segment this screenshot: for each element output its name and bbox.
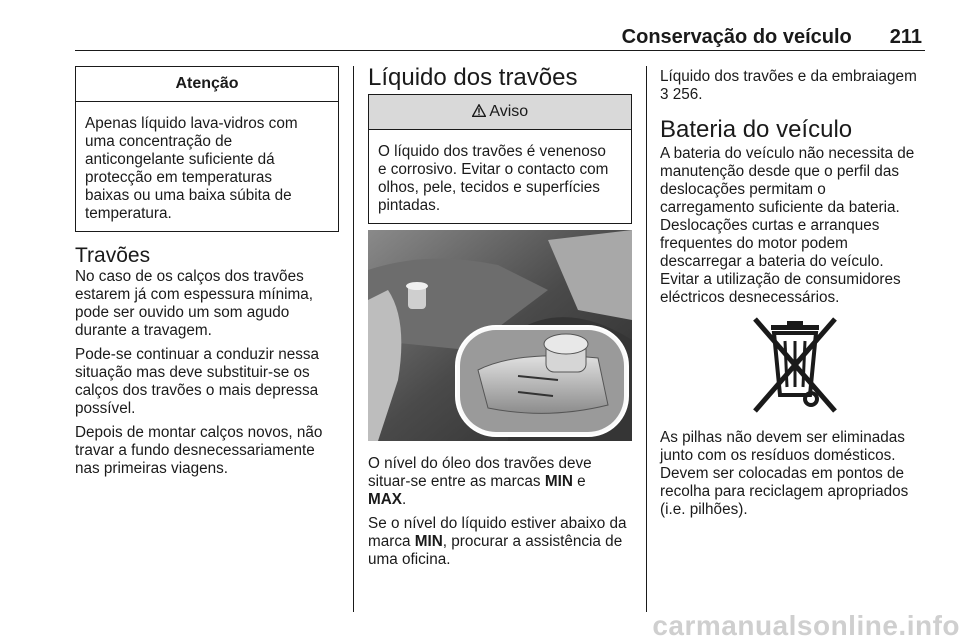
text-line: manutenção desde que o perfil das bbox=[660, 163, 899, 180]
text-line: situação mas deve substituir-se os bbox=[75, 364, 310, 381]
text-line: A bateria do veículo não necessita de bbox=[660, 145, 915, 162]
text-line: protecção em temperaturas bbox=[85, 169, 273, 186]
column-left bbox=[75, 66, 339, 484]
text-fragment: marca bbox=[368, 533, 415, 550]
text-line: descarregar a bateria do veículo. bbox=[660, 253, 884, 270]
attention-box bbox=[75, 66, 339, 232]
page-number: 211 bbox=[889, 26, 922, 48]
text-line: Evitar a utilização de consumidores bbox=[660, 271, 901, 288]
text-line: Se o nível do líquido estiver abaixo da bbox=[368, 515, 627, 532]
text-line: Deslocações curtas e arranques bbox=[660, 217, 880, 234]
text-line: recolha para reciclagem apropriados bbox=[660, 483, 909, 500]
text-line bbox=[368, 533, 632, 551]
text-line: estarem já com espessura mínima, bbox=[75, 286, 314, 303]
column-divider bbox=[353, 66, 354, 612]
brakes-heading: Travões bbox=[75, 244, 151, 267]
column-middle bbox=[368, 66, 632, 575]
text-line: Pode-se continuar a conduzir nessa bbox=[75, 346, 320, 363]
text-line: junto com os resíduos domésticos. bbox=[660, 447, 896, 464]
section-title: Conservação do veículo bbox=[621, 26, 852, 48]
text-fragment: , procurar a assistência de bbox=[442, 533, 623, 550]
text-line: carregamento suficiente da bateria. bbox=[660, 199, 900, 216]
text-line: nas primeiras viagens. bbox=[75, 460, 229, 477]
cross-reference-link[interactable]: 3 256. bbox=[660, 86, 703, 103]
battery-paragraph-2 bbox=[660, 429, 930, 519]
attention-body bbox=[76, 102, 338, 231]
text-line: O líquido dos travões é venenoso bbox=[378, 143, 606, 160]
text-fragment: situar-se entre as marcas bbox=[368, 473, 545, 490]
cross-reference-line: Líquido dos travões e da embraiagem bbox=[660, 68, 917, 85]
battery-paragraph-1 bbox=[660, 145, 930, 307]
brakes-paragraph-2 bbox=[75, 346, 339, 418]
watermark: carmanualsonline.info bbox=[652, 610, 960, 641]
text-line: temperatura. bbox=[85, 205, 172, 222]
text-line: O nível do óleo dos travões deve bbox=[368, 455, 592, 472]
text-line: olhos, pele, tecidos e superfícies bbox=[378, 179, 600, 196]
column-right bbox=[660, 68, 930, 525]
text-fragment: e bbox=[572, 473, 586, 490]
text-line bbox=[368, 491, 632, 509]
text-line: As pilhas não devem ser eliminadas bbox=[660, 429, 905, 446]
fluid-level-paragraph-2 bbox=[368, 515, 632, 569]
warning-title: Aviso bbox=[489, 103, 529, 120]
max-mark: MAX bbox=[368, 491, 402, 508]
text-line: travar a fundo desnecessariamente bbox=[75, 442, 315, 459]
crossed-out-wheelie-bin-icon bbox=[745, 315, 845, 415]
text-line: eléctricos desnecessários. bbox=[660, 289, 840, 306]
text-line: uma oficina. bbox=[368, 551, 451, 568]
warning-body bbox=[369, 130, 631, 223]
brakes-paragraph-3 bbox=[75, 424, 339, 478]
text-line: anticongelante suficiente dá bbox=[85, 151, 275, 168]
text-line: (i.e. pilhões). bbox=[660, 501, 748, 518]
fluid-level-paragraph-1 bbox=[368, 455, 632, 509]
text-line: possível. bbox=[75, 400, 136, 417]
text-line: baixas ou uma baixa súbita de bbox=[85, 187, 292, 204]
brake-fluid-heading: Líquido dos travões bbox=[368, 64, 578, 91]
text-line: durante a travagem. bbox=[75, 322, 212, 339]
text-line: No caso de os calços dos travões bbox=[75, 268, 304, 285]
brake-fluid-reservoir-photo bbox=[368, 230, 632, 441]
header-rule bbox=[75, 50, 925, 51]
text-line: Depois de montar calços novos, não bbox=[75, 424, 323, 441]
warning-title-bar bbox=[369, 95, 631, 130]
warning-box bbox=[368, 94, 632, 224]
text-line: pode ser ouvido um som agudo bbox=[75, 304, 290, 321]
text-line: frequentes do motor podem bbox=[660, 235, 848, 252]
battery-heading: Bateria do veículo bbox=[660, 116, 853, 143]
text-line: Devem ser colocadas em pontos de bbox=[660, 465, 905, 482]
page-header bbox=[622, 26, 922, 49]
min-mark: MIN bbox=[544, 473, 573, 490]
text-line: Apenas líquido lava-vidros com bbox=[85, 115, 298, 132]
text-line: deslocações permitam o bbox=[660, 181, 826, 198]
text-line: e corrosivo. Evitar o contacto com bbox=[378, 161, 609, 178]
text-line bbox=[368, 473, 632, 491]
text-line: pintadas. bbox=[378, 197, 441, 214]
column-divider bbox=[646, 66, 647, 612]
min-mark: MIN bbox=[414, 533, 443, 550]
text-line: calços dos travões o mais depressa bbox=[75, 382, 319, 399]
brakes-paragraph-1 bbox=[75, 268, 339, 340]
attention-title: Atenção bbox=[76, 67, 338, 102]
warning-triangle-icon bbox=[472, 103, 490, 120]
text-fragment: . bbox=[402, 491, 407, 508]
text-line: uma concentração de bbox=[85, 133, 233, 150]
